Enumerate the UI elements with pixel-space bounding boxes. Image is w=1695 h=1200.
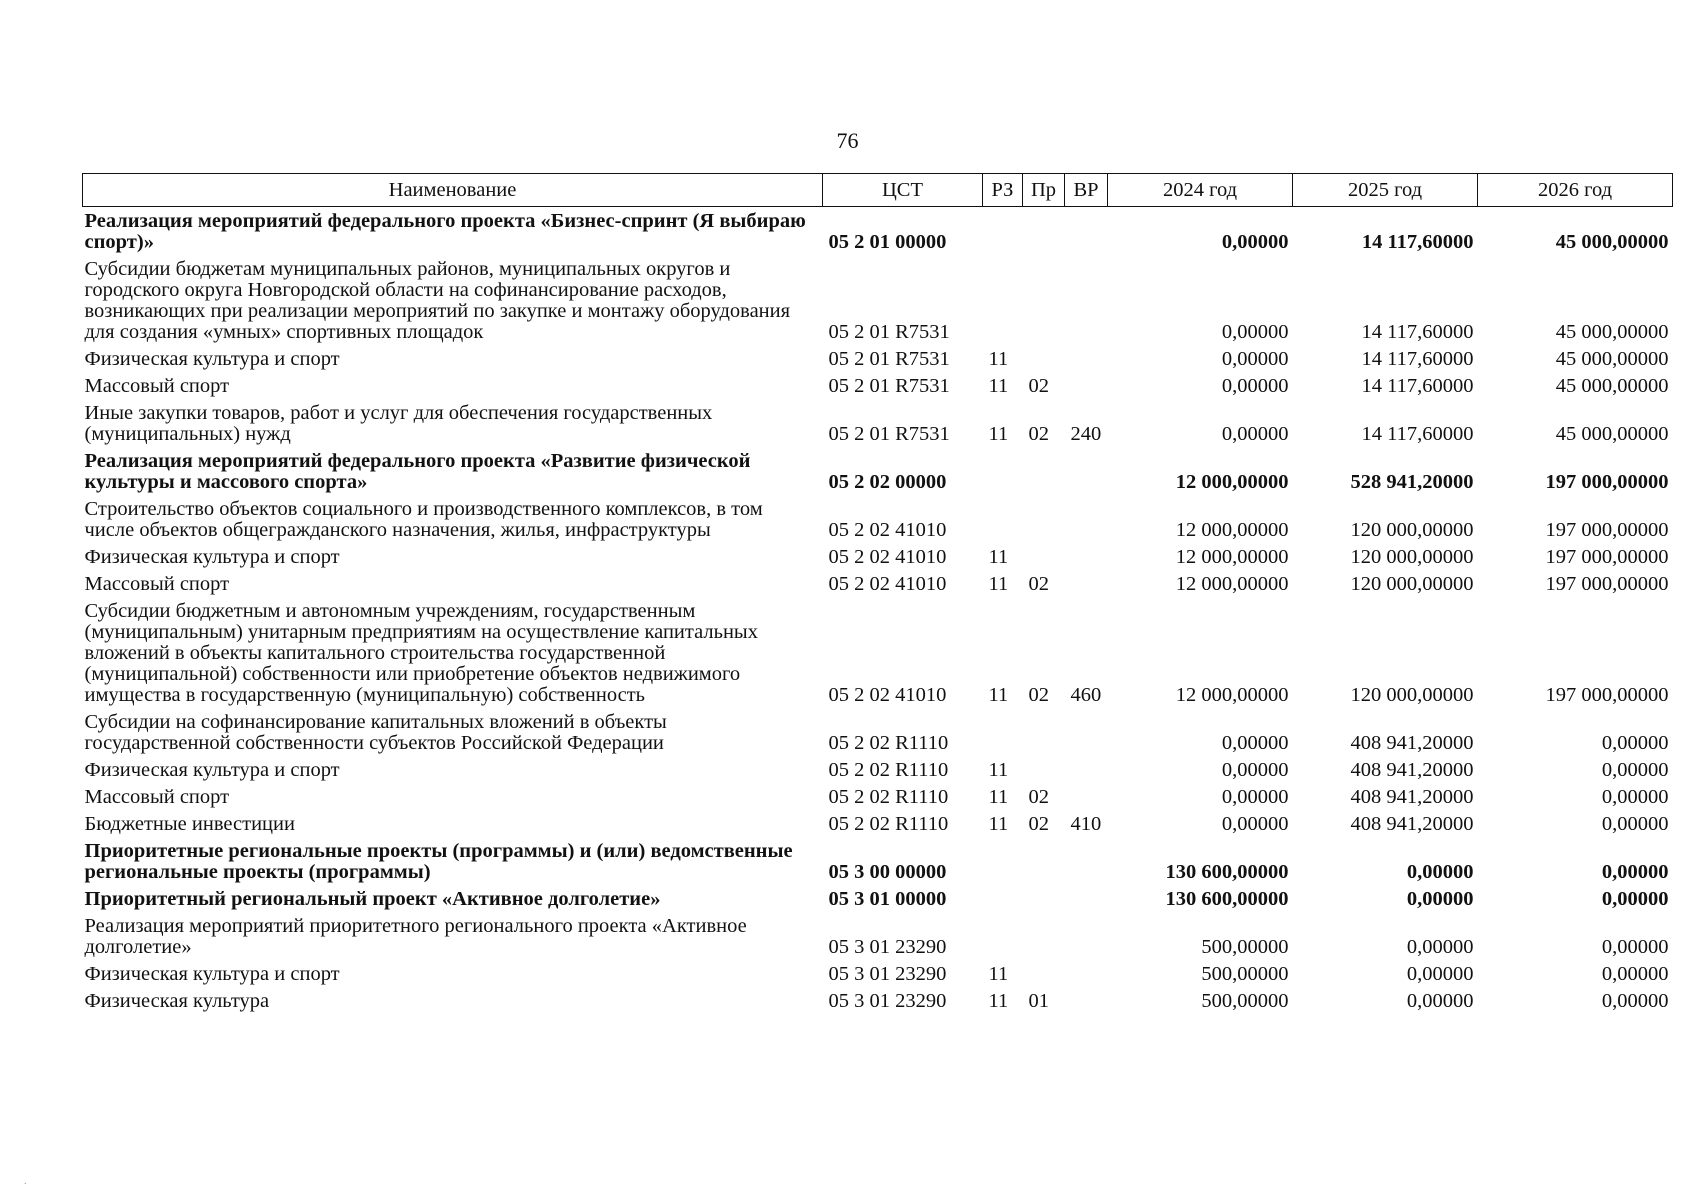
cell-cst: 05 2 01 R7531	[828, 321, 950, 343]
cell-y2025: 408 941,20000	[1350, 813, 1474, 835]
cell-cst: 05 2 01 R7531	[828, 423, 950, 445]
table-row	[83, 912, 1673, 960]
table-row	[83, 783, 1673, 810]
cell-y2024: 130 600,00000	[1165, 861, 1289, 883]
cell-cst: 05 2 01 R7531	[828, 375, 950, 397]
cell-name: Массовый спорт	[84, 375, 230, 397]
cell-pr	[1023, 345, 1065, 372]
cell-vr	[1065, 783, 1108, 810]
cell-y2024: 0,00000	[1221, 813, 1289, 835]
cell-y2025: 528 941,20000	[1350, 471, 1474, 493]
table-row	[83, 255, 1673, 345]
cell-y2025: 14 117,60000	[1361, 321, 1474, 343]
cell-y2026: 197 000,00000	[1545, 546, 1669, 568]
cell-pr	[1023, 960, 1065, 987]
cell-name: Реализация мероприятий приоритетного регионального проекта «Активное долголетие»	[84, 915, 747, 958]
cell-rz: 11	[988, 348, 1009, 370]
cell-pr: 02	[1028, 786, 1049, 808]
table-row	[83, 447, 1673, 495]
cell-name: Физическая культура и спорт	[84, 963, 340, 985]
cell-vr: 460	[1070, 684, 1102, 706]
header-vr: ВР	[1065, 174, 1108, 207]
header-pr: Пр	[1023, 174, 1065, 207]
table-row	[83, 372, 1673, 399]
cell-cst: 05 2 02 R1110	[828, 786, 949, 808]
cell-y2024: 12 000,00000	[1175, 519, 1289, 541]
cell-vr	[1065, 447, 1108, 495]
cell-y2026: 0,00000	[1601, 732, 1669, 754]
cell-cst: 05 3 01 00000	[828, 888, 947, 910]
cell-y2025: 14 117,60000	[1361, 375, 1474, 397]
cell-y2026: 0,00000	[1601, 813, 1669, 835]
cell-rz	[983, 885, 1023, 912]
table-row	[83, 987, 1673, 1014]
cell-pr	[1023, 255, 1065, 345]
cell-name: Реализация мероприятий федерального проекта «Бизнес-спринт (Я выбираю спорт)»	[84, 210, 806, 253]
cell-y2025: 120 000,00000	[1350, 519, 1474, 541]
cell-cst: 05 3 01 23290	[828, 963, 947, 985]
cell-cst: 05 2 02 41010	[828, 684, 947, 706]
cell-y2025: 0,00000	[1406, 888, 1474, 910]
cell-cst: 05 2 02 R1110	[828, 813, 949, 835]
cell-y2024: 0,00000	[1221, 231, 1289, 253]
budget-table	[82, 173, 1673, 1014]
cell-pr	[1023, 837, 1065, 885]
scan-mark: .	[24, 1176, 27, 1187]
table-row	[83, 570, 1673, 597]
cell-pr: 02	[1028, 573, 1049, 595]
cell-rz	[983, 255, 1023, 345]
cell-y2025: 120 000,00000	[1350, 546, 1474, 568]
cell-rz	[983, 708, 1023, 756]
cell-rz	[983, 207, 1023, 256]
cell-y2025: 14 117,60000	[1361, 348, 1474, 370]
cell-y2025: 0,00000	[1406, 990, 1474, 1012]
table-row	[83, 708, 1673, 756]
cell-cst: 05 2 01 00000	[828, 231, 947, 253]
table-row	[83, 495, 1673, 543]
cell-rz: 11	[988, 546, 1009, 568]
cell-name: Субсидии на софинансирование капитальных вложений в объекты государственной собственности субъектов Российской Федерации	[84, 711, 667, 754]
table-row	[83, 885, 1673, 912]
cell-y2025: 408 941,20000	[1350, 786, 1474, 808]
cell-y2025: 120 000,00000	[1350, 684, 1474, 706]
cell-y2025: 0,00000	[1406, 936, 1474, 958]
cell-pr	[1023, 495, 1065, 543]
cell-y2024: 0,00000	[1221, 759, 1289, 781]
cell-pr: 02	[1028, 684, 1049, 706]
cell-cst: 05 3 00 00000	[828, 861, 947, 883]
cell-vr: 410	[1070, 813, 1102, 835]
cell-y2025: 120 000,00000	[1350, 573, 1474, 595]
cell-pr	[1023, 543, 1065, 570]
header-rz: РЗ	[983, 174, 1023, 207]
cell-y2025: 0,00000	[1406, 963, 1474, 985]
cell-y2026: 0,00000	[1601, 936, 1669, 958]
cell-y2024: 500,00000	[1201, 936, 1289, 958]
cell-pr	[1023, 207, 1065, 256]
cell-y2024: 12 000,00000	[1175, 471, 1289, 493]
cell-cst: 05 2 02 41010	[828, 546, 947, 568]
header-2024: 2024 год	[1108, 174, 1293, 207]
header-2025: 2025 год	[1293, 174, 1478, 207]
cell-cst: 05 2 02 41010	[828, 573, 947, 595]
cell-rz	[983, 495, 1023, 543]
cell-rz: 11	[988, 786, 1009, 808]
cell-y2024: 500,00000	[1201, 990, 1289, 1012]
cell-vr	[1065, 885, 1108, 912]
cell-y2025: 14 117,60000	[1361, 423, 1474, 445]
cell-y2026: 45 000,00000	[1555, 375, 1669, 397]
cell-rz: 11	[988, 759, 1009, 781]
cell-y2024: 0,00000	[1221, 375, 1289, 397]
cell-rz: 11	[988, 963, 1009, 985]
cell-name: Массовый спорт	[84, 573, 230, 595]
cell-y2026: 45 000,00000	[1555, 348, 1669, 370]
cell-y2025: 408 941,20000	[1350, 732, 1474, 754]
cell-vr	[1065, 345, 1108, 372]
cell-name: Иные закупки товаров, работ и услуг для обеспечения государственных (муниципальных) нужд	[84, 402, 713, 445]
table-row	[83, 345, 1673, 372]
page-number: 76	[836, 128, 859, 153]
cell-vr	[1065, 708, 1108, 756]
table-row	[83, 960, 1673, 987]
cell-rz: 11	[988, 423, 1009, 445]
table-row	[83, 756, 1673, 783]
cell-vr	[1065, 570, 1108, 597]
table-row	[83, 399, 1673, 447]
cell-y2026: 45 000,00000	[1555, 423, 1669, 445]
cell-pr	[1023, 447, 1065, 495]
cell-vr	[1065, 837, 1108, 885]
cell-name: Физическая культура и спорт	[84, 546, 340, 568]
cell-name: Физическая культура	[84, 990, 270, 1012]
cell-y2026: 197 000,00000	[1545, 684, 1669, 706]
cell-rz: 11	[988, 813, 1009, 835]
cell-vr	[1065, 912, 1108, 960]
cell-rz: 11	[988, 375, 1009, 397]
cell-y2026: 0,00000	[1601, 990, 1669, 1012]
cell-vr	[1065, 543, 1108, 570]
cell-y2026: 0,00000	[1601, 888, 1669, 910]
table-row	[83, 543, 1673, 570]
cell-name: Приоритетные региональные проекты (программы) и (или) ведомственные региональные проекты (программы)	[84, 840, 793, 883]
cell-pr	[1023, 885, 1065, 912]
cell-vr	[1065, 987, 1108, 1014]
cell-y2026: 197 000,00000	[1545, 471, 1669, 493]
table-body	[83, 207, 1673, 1015]
cell-pr: 02	[1028, 423, 1049, 445]
cell-rz: 11	[988, 684, 1009, 706]
cell-rz: 11	[988, 990, 1009, 1012]
cell-y2024: 0,00000	[1221, 732, 1289, 754]
cell-pr: 02	[1028, 375, 1049, 397]
cell-y2024: 130 600,00000	[1165, 888, 1289, 910]
cell-vr	[1065, 255, 1108, 345]
table-row	[83, 207, 1673, 256]
cell-rz	[983, 837, 1023, 885]
table-row	[83, 597, 1673, 708]
cell-name: Субсидии бюджетным и автономным учреждениям, государственным (муниципальным) унитарным предприятиям на осуществление капитальных вложений в объекты капитального строительства государственной (муниципальной) собственности или приобретение объектов недвижимого имущества в государственную (муниципальную) собственность	[84, 600, 758, 706]
cell-cst: 05 2 02 R1110	[828, 732, 949, 754]
cell-cst: 05 3 01 23290	[828, 936, 947, 958]
cell-pr: 02	[1028, 813, 1049, 835]
cell-rz: 11	[988, 573, 1009, 595]
cell-name: Субсидии бюджетам муниципальных районов, муниципальных округов и городского округа Новгородской области на софинансирование расходов, возникающих при реализации мероприятий по закупке и монтажу оборудования для создания «умных» спортивных площадок	[84, 258, 791, 343]
cell-name: Бюджетные инвестиции	[84, 813, 295, 835]
cell-vr	[1065, 960, 1108, 987]
cell-vr: 240	[1070, 423, 1102, 445]
table-header-row	[83, 174, 1673, 207]
cell-y2024: 0,00000	[1221, 348, 1289, 370]
cell-vr	[1065, 372, 1108, 399]
cell-name: Приоритетный региональный проект «Активное долголетие»	[84, 888, 661, 910]
cell-name: Массовый спорт	[84, 786, 230, 808]
cell-y2026: 0,00000	[1601, 861, 1669, 883]
cell-y2026: 197 000,00000	[1545, 573, 1669, 595]
cell-y2024: 12 000,00000	[1175, 546, 1289, 568]
cell-y2026: 0,00000	[1601, 759, 1669, 781]
cell-rz	[983, 912, 1023, 960]
cell-name: Физическая культура и спорт	[84, 759, 340, 781]
cell-cst: 05 2 02 R1110	[828, 759, 949, 781]
header-2026: 2026 год	[1478, 174, 1673, 207]
cell-cst: 05 2 02 00000	[828, 471, 947, 493]
cell-vr	[1065, 495, 1108, 543]
cell-y2024: 0,00000	[1221, 321, 1289, 343]
cell-y2026: 0,00000	[1601, 786, 1669, 808]
cell-cst: 05 2 02 41010	[828, 519, 947, 541]
cell-vr	[1065, 207, 1108, 256]
header-cst: ЦСТ	[823, 174, 983, 207]
cell-name: Реализация мероприятий федерального проекта «Развитие физической культуры и массового спорта»	[84, 450, 751, 493]
cell-cst: 05 2 01 R7531	[828, 348, 950, 370]
cell-name: Строительство объектов социального и производственного комплексов, в том числе объектов общегражданского назначения, жилья, инфраструктуры	[84, 498, 763, 541]
table-row	[83, 810, 1673, 837]
cell-y2025: 408 941,20000	[1350, 759, 1474, 781]
cell-pr: 01	[1028, 990, 1049, 1012]
cell-pr	[1023, 756, 1065, 783]
cell-y2024: 500,00000	[1201, 963, 1289, 985]
cell-y2026: 197 000,00000	[1545, 519, 1669, 541]
cell-cst: 05 3 01 23290	[828, 990, 947, 1012]
cell-y2025: 14 117,60000	[1361, 231, 1474, 253]
cell-y2025: 0,00000	[1406, 861, 1474, 883]
cell-y2024: 0,00000	[1221, 423, 1289, 445]
cell-pr	[1023, 708, 1065, 756]
cell-y2026: 45 000,00000	[1555, 321, 1669, 343]
cell-y2024: 0,00000	[1221, 786, 1289, 808]
cell-name: Физическая культура и спорт	[84, 348, 340, 370]
cell-y2024: 12 000,00000	[1175, 684, 1289, 706]
table-row	[83, 837, 1673, 885]
cell-pr	[1023, 912, 1065, 960]
cell-vr	[1065, 756, 1108, 783]
cell-rz	[983, 447, 1023, 495]
cell-y2024: 12 000,00000	[1175, 573, 1289, 595]
cell-y2026: 45 000,00000	[1555, 231, 1669, 253]
header-name: Наименование	[83, 174, 823, 207]
cell-y2026: 0,00000	[1601, 963, 1669, 985]
